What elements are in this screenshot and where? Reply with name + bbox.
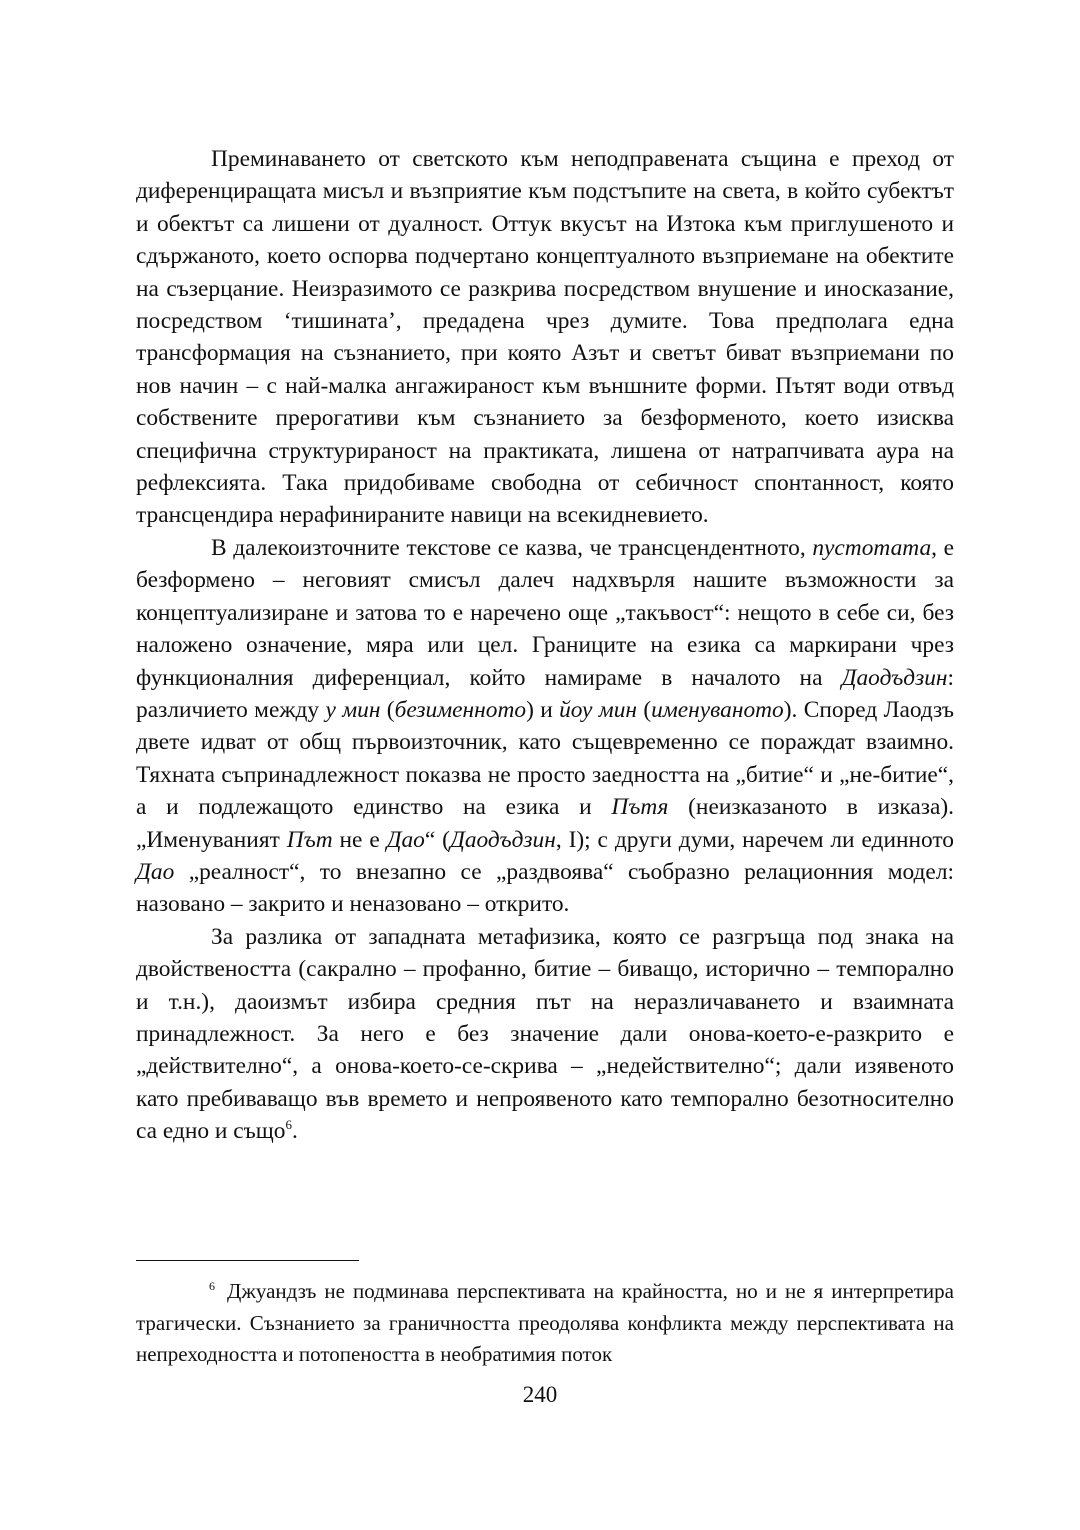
text-run: “ (	[424, 826, 450, 853]
text-run: (	[380, 696, 395, 723]
italic-term: Пътя	[611, 794, 669, 821]
footnote-marker: 6	[209, 1279, 215, 1293]
text-run: (	[637, 696, 652, 723]
text-run: : различието между	[136, 664, 954, 723]
paragraph-2	[136, 532, 954, 921]
text-run: ) и	[526, 696, 560, 723]
paragraph-1: Преминаването от светското към неподправената същина е преход от диференциращата мисъл и възприятие към подстъпите на света, в който субектът и обектът са лишени от дуалност. Оттук вкусът на Изтока към приглушеното и сдържаното, което оспорва подчертано концептуалното възприемане на обектите на съзерцание. Неизразимото се разкрива посредством внушение и иносказание, посредством ‘тишината’, предадена чрез думите. Това предполага една трансформация на съзнанието, при която Азът и светът биват възприемани по нов начин – с най-малка ангажираност към външните форми. Пътят води отвъд собствените прерогативи към съзнанието за безформеното, което изисква специфична структурираност на практиката, лишена от натрапчивата аура на рефлексията. Така придобиваме свободна от себичност спонтанност, която трансцендира нерафинираните навици на всекидневието.	[136, 146, 954, 529]
footnote-6	[136, 1276, 954, 1371]
page-number: 240	[522, 1382, 558, 1407]
italic-term: пустотата	[812, 534, 932, 561]
main-text	[136, 143, 954, 1148]
text-run: не е	[332, 826, 387, 853]
text-run: , е безформено – неговият смисъл далеч надхвърля нашите възможности за концептуализиране и затова то е наречено още „такъвост“: нещото в себе си, без наложено означение, мяра или цел. Границите на езика са маркирани чрез функционалния диференциал, който намираме в началото на	[136, 534, 955, 691]
text-run: В далекоизточните текстове се казва, че трансцендентното,	[211, 534, 813, 561]
text-run: (неизказаното в изказа). „Именуваният	[136, 794, 954, 853]
italic-term: именуваното	[651, 696, 784, 723]
text-run: .	[291, 1118, 298, 1145]
italic-term: у мин	[325, 696, 381, 723]
footnote-reference[interactable]: 6	[285, 1117, 292, 1133]
italic-term: Даодъдзин	[449, 826, 556, 853]
italic-term: безименното	[394, 696, 527, 723]
italic-term: йоу мин	[559, 696, 638, 723]
text-run: За разлика от западната метафизика, която се разгръща под знака на двойствеността (сакрално – профанно, битие – биващо, исторично – темпорално и т.н.), даоизмът избира средния път на неразличаването и взаимната принадлежност. За него е без значение дали онова-което-е-разкрито е „действително“, а онова-което-се-скрива – „недействително“; дали изявеното като пребиваващо във времето и непроявеното като темпорално безотносително са едно и също	[136, 923, 954, 1145]
text-run: , I); с други думи, наречем ли единното	[555, 826, 954, 853]
italic-term: Дао	[386, 826, 425, 853]
text-run: ). Според Лаодзъ двете идват от общ първоизточник, като същевременно се пораждат взаимно. Тяхната съпринадлежност показва не просто заедността на „битие“ и „не-битие“, а и подлежащото единство на езика и	[136, 696, 954, 821]
italic-term: Дао	[136, 858, 175, 885]
footnote-text: Джуандзъ не подминава перспективата на крайността, но и не я интерпретира трагически. Съзнанието за граничността преодолява конфликта между перспективата на непреходността и потопеността в необратимия поток	[136, 1279, 954, 1366]
text-run: „реалност“, то внезапно се „раздвоява“ съобразно релационния модел: назовано – закрито и неназовано – открито.	[136, 858, 954, 918]
footnote-divider	[136, 1260, 359, 1261]
italic-term: Път	[286, 826, 333, 853]
italic-term: Даодъдзин	[841, 664, 948, 691]
paragraph-3	[136, 921, 954, 1148]
